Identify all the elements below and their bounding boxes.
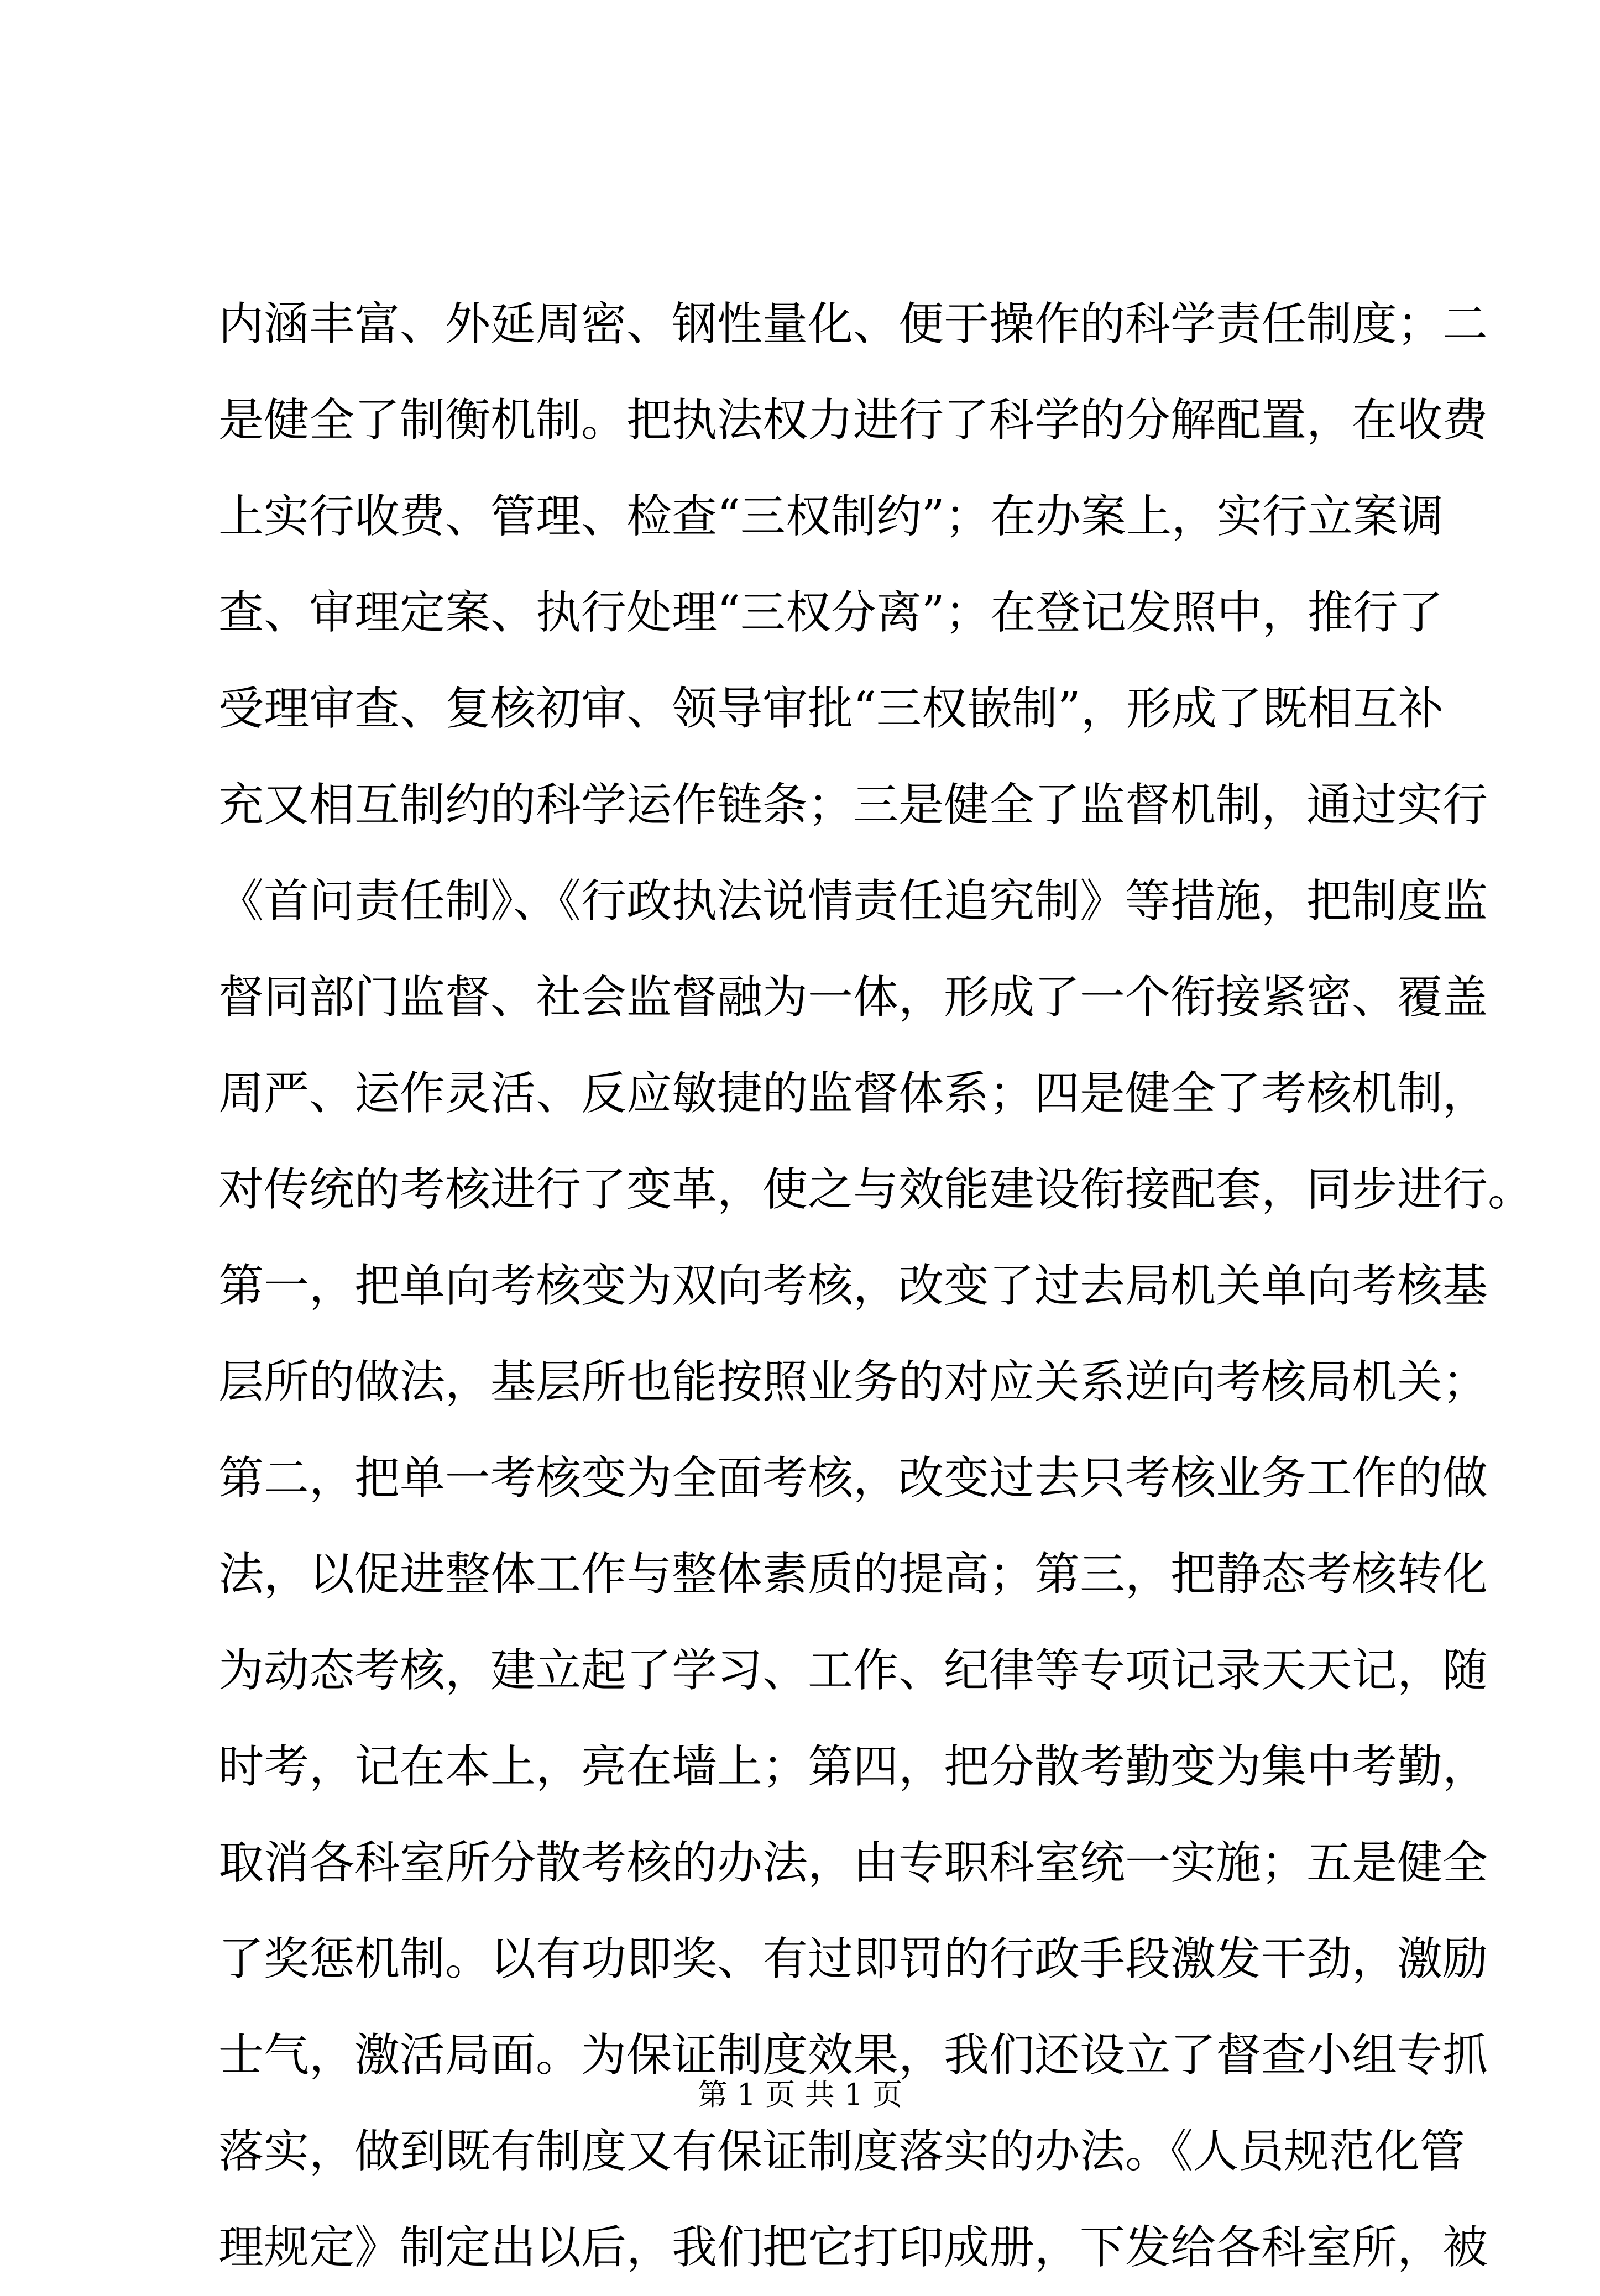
text-line: 对传统的考核进行了变革，使之与效能建设衔接配套，同步进行。 — [218, 1163, 1534, 1216]
text-line: 第一，把单向考核变为双向考核，改变了过去局机关单向考核基 — [218, 1260, 1488, 1312]
text-line: 时考，记在本上，亮在墙上；第四，把分散考勤变为集中考勤， — [218, 1741, 1488, 1793]
text-line: 取消各科室所分散考核的办法，由专职科室统一实施；五是健全 — [218, 1837, 1488, 1889]
text-line: 第二，把单一考核变为全面考核，改变过去只考核业务工作的做 — [218, 1452, 1488, 1505]
page-footer — [0, 2075, 1600, 2114]
text-line: 理规定》制定出以后，我们把它打印成册，下发给各科室所，被 — [218, 2221, 1488, 2274]
text-line: 法，以促进整体工作与整体素质的提高；第三，把静态考核转化 — [218, 1548, 1488, 1601]
text-line: 周严、运作灵活、反应敏捷的监督体系；四是健全了考核机制， — [218, 1067, 1488, 1120]
text-line: 《首问责任制》、《行政执法说情责任追究制》等措施，把制度监 — [218, 875, 1488, 927]
text-line: 落实，做到既有制度又有保证制度落实的办法。《人员规范化管 — [218, 2125, 1466, 2178]
text-line: 督同部门监督、社会监督融为一体，形成了一个衔接紧密、覆盖 — [218, 971, 1488, 1024]
text-line: 查、审理定案、执行处理“三权分离”；在登记发照中，推行了 — [218, 586, 1444, 639]
text-line: 充又相互制约的科学运作链条；三是健全了监督机制，通过实行 — [218, 779, 1488, 831]
text-line: 是健全了制衡机制。把执法权力进行了科学的分解配置，在收费 — [218, 394, 1488, 447]
text-line: 为动态考核，建立起了学习、工作、纪律等专项记录天天记，随 — [218, 1644, 1488, 1697]
document-body — [218, 276, 1534, 2296]
text-line: 受理审查、复核初审、领导审批“三权嵌制”，形成了既相互补 — [218, 683, 1444, 735]
text-line: 层所的做法，基层所也能按照业务的对应关系逆向考核局机关； — [218, 1356, 1488, 1408]
text-line: 士气，激活局面。为保证制度效果，我们还设立了督查小组专抓 — [218, 2029, 1488, 2082]
text-line: 内涵丰富、外延周密、钢性量化、便于操作的科学责任制度；二 — [218, 298, 1488, 350]
page-number-label: 第 1 页 共 1 页 — [697, 2077, 903, 2112]
text-line: 上实行收费、管理、检查“三权制约”；在办案上，实行立案调 — [218, 490, 1444, 543]
text-line: 了奖惩机制。以有功即奖、有过即罚的行政手段激发干劲，激励 — [218, 1933, 1488, 1985]
